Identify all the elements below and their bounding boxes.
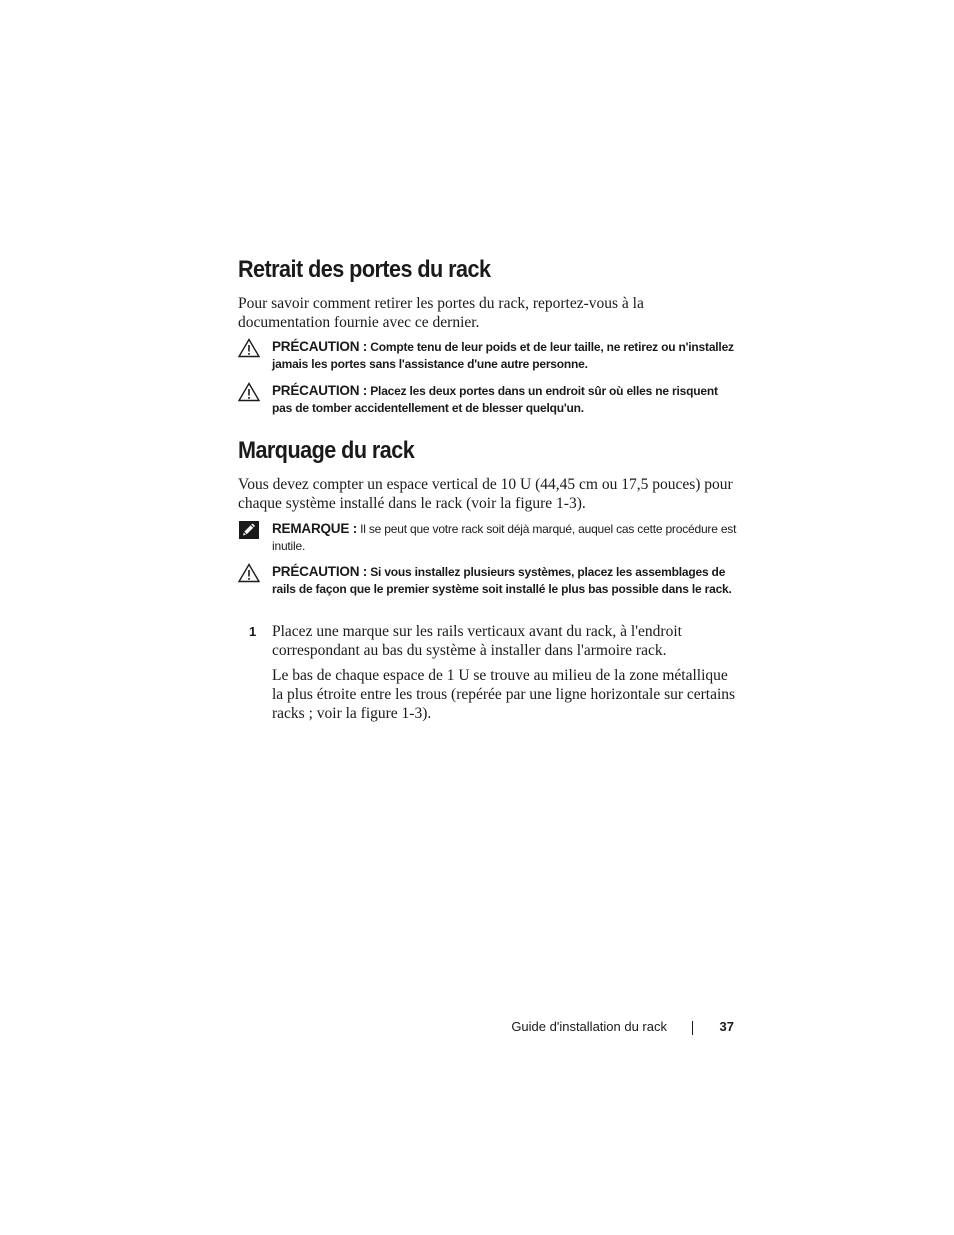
caution-label: PRÉCAUTION :: [272, 564, 368, 579]
step-detail-text: Le bas de chaque espace de 1 U se trouve au milieu de la zone métallique la plus étroite entre les trous (repérée par une ligne horizontale sur certains racks ; voir la figure 1-3).: [272, 667, 736, 722]
caution-text: Si vous installez plusieurs systèmes, placez les assemblages de rails de façon que le premier système soit installé le plus bas possible dans le rack.: [272, 565, 732, 596]
rack-marking-intro: Vous devez compter un espace vertical de 10 U (44,45 cm ou 17,5 pouces) pour chaque système installé dans le rack (voir la figure 1-3).: [238, 476, 733, 512]
step-item: [238, 622, 738, 660]
step-text: Placez une marque sur les rails verticaux avant du rack, à l'endroit correspondant au bas du système à installer dans l'armoire rack.: [272, 623, 682, 659]
caution-notice-multiple-systems: [238, 563, 738, 598]
page-number: 37: [719, 1019, 734, 1034]
note-notice-already-marked: [238, 520, 738, 555]
caution-label: PRÉCAUTION :: [272, 383, 368, 398]
caution-text: Placez les deux portes dans un endroit sûr où elles ne risquent pas de tomber accidentellement et de blesser quelqu'un.: [272, 384, 718, 415]
caution-triangle-icon: [238, 338, 260, 358]
section-heading-door-removal: Retrait des portes du rack: [238, 256, 491, 283]
caution-triangle-icon: [238, 382, 260, 402]
note-text: Il se peut que votre rack soit déjà marqué, auquel cas cette procédure est inutile.: [272, 522, 737, 553]
caution-label: PRÉCAUTION :: [272, 339, 368, 354]
footer-guide-title: Guide d'installation du rack: [511, 1019, 667, 1034]
section-heading-rack-marking: Marquage du rack: [238, 437, 415, 464]
note-pencil-icon: [238, 520, 260, 540]
note-label: REMARQUE :: [272, 521, 357, 536]
footer-separator: [692, 1021, 693, 1035]
caution-notice-door-weight: [238, 338, 738, 373]
step-number: 1: [249, 624, 257, 639]
caution-notice-door-placement: [238, 382, 738, 417]
door-removal-intro: Pour savoir comment retirer les portes du rack, reportez-vous à la documentation fournie avec ce dernier.: [238, 295, 644, 331]
caution-text: Compte tenu de leur poids et de leur taille, ne retirez ou n'installez jamais les portes sans l'assistance d'une autre personne.: [272, 340, 734, 371]
caution-triangle-icon: [238, 563, 260, 583]
step-detail: [238, 666, 738, 723]
page-footer: [500, 1019, 736, 1039]
